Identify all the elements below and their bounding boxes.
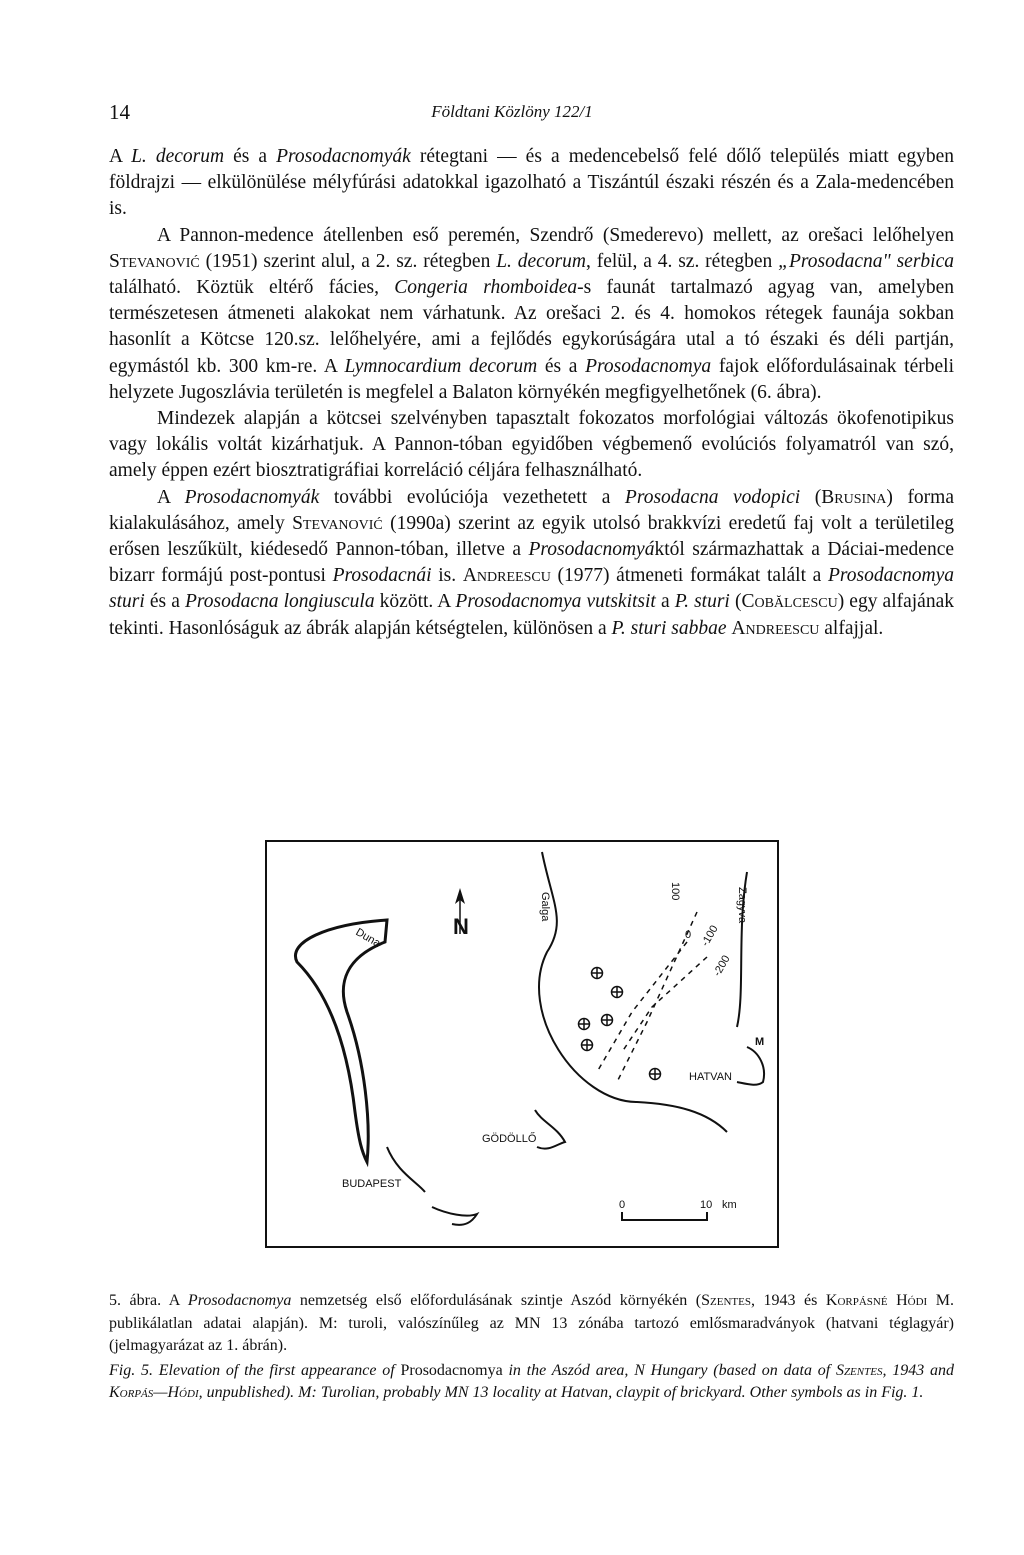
author-name: Andreescu bbox=[731, 617, 820, 639]
label-contour-100: 100 bbox=[669, 882, 681, 901]
label-scale-10: 10 bbox=[700, 1199, 713, 1211]
author-name: Szentes bbox=[835, 1361, 883, 1379]
journal-title: Földtani Közlöny 122/1 bbox=[431, 102, 593, 121]
label-duna: Duna bbox=[353, 926, 383, 950]
label-north: N bbox=[453, 914, 469, 939]
label-scale-unit: km bbox=[722, 1199, 737, 1211]
author-name: Korpás—Hódi bbox=[109, 1384, 199, 1401]
contour-line bbox=[597, 942, 687, 1072]
paragraph-4: A Prosodacnomyák további evolúciója vezethetett a Prosodacna vodopici (Brusina) forma kialakulásához, amely Stevanović (1990a) szerint az egyik utolsó brakkvízi eredetű faj volt a területileg erősen leszűkült, kiédesedő Pannon-tóban, illetve a Prosodacnomyáktól származhattak a Dáciai-medence bizarr formájú post-pontusi Prosodacnái is. Andreescu (1977) átmeneti formákat talált a Prosodacnomya sturi és a Prosodacna longiuscula között. A Prosodacnomya vutskitsit a P. sturi (Cobălcescu) egy alfajának tekinti. Hasonlóságuk az ábrák alapján kétségtelen, különösen a P. sturi sabbae Andreescu alfajjal. bbox=[109, 486, 955, 639]
figure-5-map bbox=[265, 840, 779, 1248]
locality-symbols bbox=[579, 968, 661, 1080]
author-name: Szentes bbox=[701, 1292, 751, 1309]
label-zagyva: Zagyva bbox=[736, 887, 748, 924]
galga-valley bbox=[539, 852, 727, 1132]
author-name: Stevanović bbox=[109, 250, 200, 272]
page-header bbox=[109, 100, 915, 130]
paragraph-1: A L. decorum és a Prosodacnomyák rétegtani — és a medencebelső felé dőlő település miatt egyben földrajzi — elkülönülése mélyfúrási adatokkal igazolható a Tiszántúl északi részén és a Zala-medencében is. bbox=[109, 146, 954, 220]
author-name: Korpásné Hódi bbox=[825, 1292, 928, 1309]
label-contour-m200: -200 bbox=[711, 953, 733, 979]
label-m-marker: M bbox=[755, 1036, 765, 1048]
label-budapest: BUDAPEST bbox=[342, 1178, 402, 1190]
page-number: 14 bbox=[109, 100, 130, 124]
label-contour-0: 0 bbox=[685, 929, 692, 941]
label-galga: Galga bbox=[539, 892, 551, 922]
label-contour-m100: -100 bbox=[699, 923, 721, 949]
caption-hungarian: 5. ábra. A Prosodacnomya nemzetség első előfordulásának szintje Aszód környékén (Szentes, 1943 és Korpásné Hódi M. publikálatlan adatai alapján). M: turoli, valószínűleg az MN 13 zónába tartozó emlősmaradványok (hatvani téglagyár) (jelmagyarázat az 1. ábrán). bbox=[109, 1292, 954, 1354]
figure-caption bbox=[109, 1290, 954, 1405]
label-godollo: GÖDÖLLŐ bbox=[482, 1133, 537, 1145]
godollo-outline bbox=[535, 1110, 565, 1149]
duna-river bbox=[295, 920, 387, 1162]
caption-english: Fig. 5. Elevation of the first appearance of Prosodacnomya in the Aszód area, N Hungary (based on data of Szentes, 1943 and Korpás—Hódi, unpublished). M: Turolian, probably MN 13 locality at Hatvan, claypit of brickyard. Other symbols as in Fig. 1. bbox=[109, 1361, 954, 1401]
label-scale-0: 0 bbox=[619, 1199, 626, 1211]
article-body bbox=[109, 144, 954, 642]
scale-bar bbox=[622, 1212, 707, 1220]
paragraph-2: A Pannon-medence átellenben eső peremén, Szendrő (Smederevo) mellett, az orešaci lelőhelyen Stevanović (1951) szerint alul, a 2. sz. rétegben L. decorum, felül, a 4. sz. rétegben „Prosodacna" serbica található. Köztük eltérő fácies, Congeria rhomboidea-s faunát tartalmazó agyag van, amelyben természetesen átmeneti alakokat nem várhatunk. Az orešaci 2. és 4. homokos rétegek faunája sokban hasonlít a Kötcse 120.sz. lelőhelyére, ami a fejlődés egykorúságára utal a tó északi és déli partján, egymástól kb. 300 km-re. A Lymnocardium decorum és a Prosodacnomya fajok előfordulásainak térbeli helyzete Jugoszlávia területén is megfelel a Balaton környékén megfigyelhetőnek (6. ábra). bbox=[109, 224, 954, 403]
author-name: Stevanović bbox=[292, 512, 383, 534]
hatvan-outline bbox=[737, 1047, 764, 1085]
paragraph-3: Mindezek alapján a kötcsei szelvényben tapasztalt fokozatos morfológiai változás ökofenotipikus vagy lokális voltát kizárhatjuk. A Pannon-tóban egyidőben végbemenő evolúciós folyamatról van szó, amely éppen ezért biosztratigráfiai korreláció céljára felhasználható. bbox=[109, 408, 954, 482]
contour-line bbox=[622, 957, 707, 1052]
label-hatvan: HATVAN bbox=[689, 1071, 732, 1083]
author-name: Brusina bbox=[821, 486, 887, 508]
author-name: Cobălcescu bbox=[741, 591, 838, 613]
author-name: Andreescu bbox=[462, 565, 551, 587]
